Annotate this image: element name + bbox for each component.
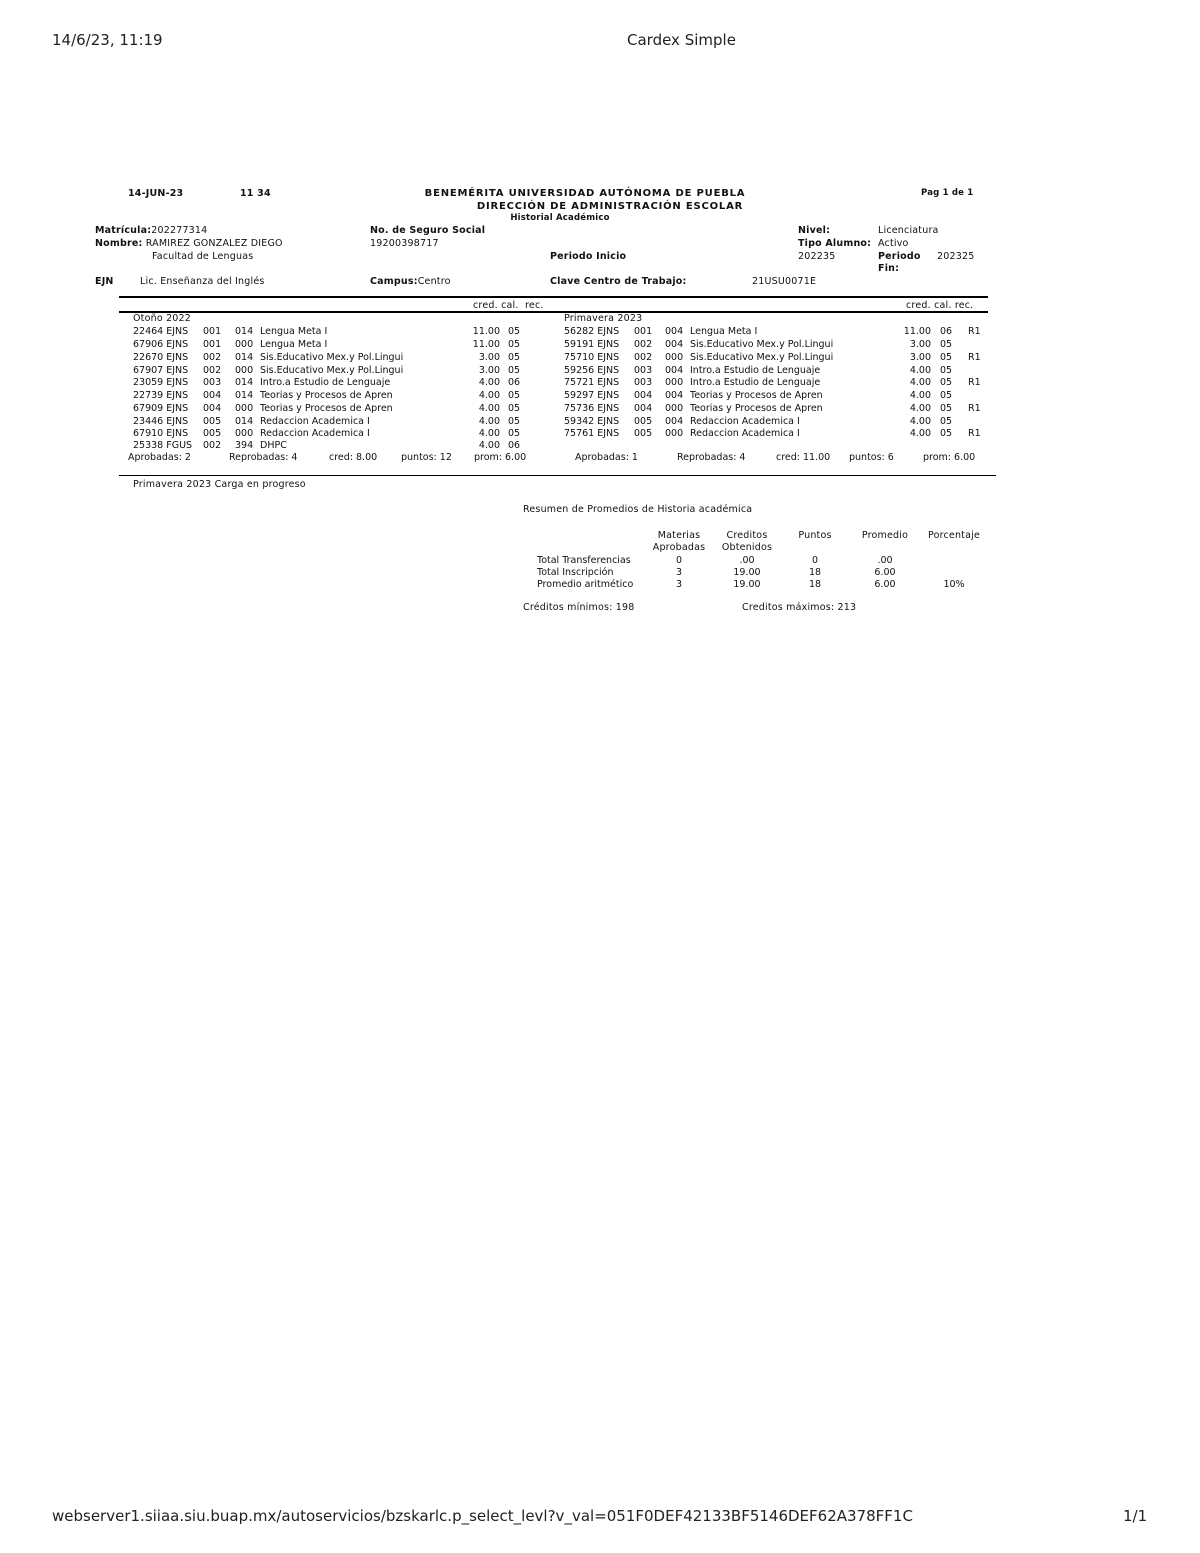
nivel-value: Licenciatura [878, 225, 939, 236]
course-n1: 004 [203, 403, 222, 414]
matricula-label: Matrícula: [95, 225, 152, 236]
report-date: 14-JUN-23 [128, 188, 184, 199]
course-cal: 06 [508, 377, 521, 388]
course-subject: Teorias y Procesos de Apren [690, 390, 823, 401]
creditos-minimos: Créditos mínimos: 198 [523, 602, 635, 613]
course-cred: 4.00 [478, 403, 500, 414]
course-subject: Redaccion Academica I [260, 416, 370, 427]
course-n1: 001 [203, 326, 222, 337]
course-n2: 000 [235, 339, 254, 350]
campus-value: Centro [417, 276, 451, 287]
summary-reprobadas: Reprobadas: 4 [677, 452, 746, 463]
matricula-value: 202277314 [151, 225, 208, 236]
nombre-field [95, 238, 283, 249]
course-n2: 014 [235, 326, 254, 337]
course-code: 56282 EJNS [564, 326, 620, 337]
clave-label: Clave Centro de Trabajo: [550, 276, 687, 287]
course-n2: 000 [235, 428, 254, 439]
course-subject: Redaccion Academica I [690, 416, 800, 427]
course-n1: 003 [634, 377, 653, 388]
right-header-rec: rec. [954, 300, 974, 311]
resumen-row-creditos: .00 [739, 555, 755, 566]
left-term-name: Otoño 2022 [133, 313, 192, 324]
course-code: 22670 EJNS [133, 352, 189, 363]
table-row [0, 339, 1000, 351]
course-n1: 002 [203, 365, 222, 376]
left-header-rec: rec. [525, 300, 544, 311]
course-code: 75736 EJNS [564, 403, 620, 414]
course-n2: 000 [665, 403, 684, 414]
resumen-header-creditos-line2: Obtenidos [721, 542, 773, 553]
summary-aprobadas: Aprobadas: 2 [128, 452, 191, 463]
programa-name: Lic. Enseñanza del Inglés [140, 276, 265, 287]
nss-label: No. de Seguro Social [370, 225, 486, 236]
course-code: 59256 EJNS [564, 365, 620, 376]
resumen-header-promedio: Promedio [861, 530, 909, 541]
course-cred: 3.00 [478, 352, 500, 363]
course-n2: 014 [235, 390, 254, 401]
course-cal: 05 [940, 428, 953, 439]
left-header-cred: cred. [473, 300, 498, 311]
facultad-value: Facultad de Lenguas [152, 251, 254, 262]
print-datetime: 14/6/23, 11:19 [52, 31, 163, 49]
campus-field [370, 276, 451, 287]
course-n1: 004 [203, 390, 222, 401]
course-cred: 4.00 [909, 403, 931, 414]
nombre-label: Nombre: [95, 238, 143, 249]
course-cal: 05 [940, 365, 953, 376]
course-rec: R1 [968, 352, 981, 363]
course-n2: 014 [235, 352, 254, 363]
course-code: 75761 EJNS [564, 428, 620, 439]
resumen-header-materias-line2: Aprobadas [652, 542, 706, 553]
course-cal: 05 [508, 339, 521, 350]
resumen-row-puntos: 18 [808, 579, 822, 590]
resumen-row-promedio: 6.00 [874, 567, 896, 578]
tipo-alumno-label: Tipo Alumno: [798, 238, 872, 249]
course-cred: 4.00 [909, 428, 931, 439]
course-subject: Teorias y Procesos de Apren [690, 403, 823, 414]
resumen-row-creditos: 19.00 [733, 579, 761, 590]
resumen-header-porcentaje: Porcentaje [927, 530, 981, 541]
course-n1: 003 [634, 365, 653, 376]
course-subject: Intro.a Estudio de Lenguaje [690, 377, 821, 388]
report-time: 11 34 [240, 188, 271, 199]
report-page: Pag 1 de 1 [921, 188, 974, 198]
course-code: 67909 EJNS [133, 403, 189, 414]
course-subject: Sis.Educativo Mex.y Pol.Lingui [260, 365, 404, 376]
clave-value: 21USU0071E [752, 276, 817, 287]
right-term-summary [0, 452, 1000, 464]
course-code: 23059 EJNS [133, 377, 189, 388]
left-col-headers [473, 300, 544, 311]
course-code: 59297 EJNS [564, 390, 620, 401]
course-cal: 05 [940, 339, 953, 350]
table-row [0, 352, 1000, 364]
course-n2: 000 [665, 377, 684, 388]
course-cred: 4.00 [909, 377, 931, 388]
course-cred: 4.00 [478, 416, 500, 427]
course-n2: 394 [235, 440, 254, 451]
course-cred: 3.00 [909, 339, 931, 350]
resumen-header-creditos [715, 530, 779, 554]
course-code: 75710 EJNS [564, 352, 620, 363]
course-subject: Intro.a Estudio de Lenguaje [260, 377, 391, 388]
table-row [0, 428, 1000, 440]
course-n1: 005 [634, 428, 653, 439]
course-cred: 4.00 [909, 416, 931, 427]
course-cal: 06 [940, 326, 953, 337]
resumen-title: Resumen de Promedios de Historia académica [523, 504, 753, 515]
course-code: 22464 EJNS [133, 326, 189, 337]
course-subject: Redaccion Academica I [260, 428, 370, 439]
course-subject: Lengua Meta I [690, 326, 758, 337]
course-cal: 05 [508, 352, 521, 363]
nombre-value: RAMIREZ GONZALEZ DIEGO [145, 238, 283, 249]
course-code: 22739 EJNS [133, 390, 189, 401]
course-code: 75721 EJNS [564, 377, 620, 388]
course-cal: 05 [508, 416, 521, 427]
print-url: webserver1.siiaa.siu.buap.mx/autoservicios/bzskarlc.p_select_levl?v_val=051F0DEF42133BF5146DEF62A378FF1C [52, 1507, 913, 1525]
course-subject: Lengua Meta I [260, 339, 328, 350]
table-row [0, 377, 1000, 389]
course-cal: 05 [508, 390, 521, 401]
course-cal: 05 [508, 428, 521, 439]
matricula-field [95, 225, 207, 236]
summary-cred: cred: 11.00 [776, 452, 831, 463]
course-cred: 4.00 [478, 390, 500, 401]
course-cred: 3.00 [478, 365, 500, 376]
table-bottom-rule [119, 475, 996, 476]
course-n1: 005 [203, 428, 222, 439]
course-n1: 002 [203, 352, 222, 363]
resumen-row-puntos: 0 [811, 555, 819, 566]
course-n1: 004 [634, 390, 653, 401]
table-header-rule [119, 311, 988, 313]
course-cred: 4.00 [909, 390, 931, 401]
course-cal: 05 [508, 403, 521, 414]
course-n1: 001 [203, 339, 222, 350]
right-header-cal: cal. [934, 300, 952, 311]
summary-puntos: puntos: 12 [401, 452, 452, 463]
course-cred: 3.00 [909, 352, 931, 363]
course-n2: 004 [665, 339, 684, 350]
course-n2: 004 [665, 365, 684, 376]
course-n2: 004 [665, 390, 684, 401]
campus-label: Campus: [370, 276, 418, 287]
course-code: 67907 EJNS [133, 365, 189, 376]
course-n1: 002 [634, 339, 653, 350]
table-row [0, 326, 1000, 338]
resumen-header-creditos-line1: Creditos [726, 530, 768, 541]
course-code: 59191 EJNS [564, 339, 620, 350]
course-code: 59342 EJNS [564, 416, 620, 427]
right-header-cred: cred. [906, 300, 931, 311]
course-cal: 05 [940, 416, 953, 427]
course-n1: 005 [634, 416, 653, 427]
resumen-row [0, 579, 1000, 591]
course-code: 67906 EJNS [133, 339, 189, 350]
course-subject: Lengua Meta I [260, 326, 328, 337]
course-rec: R1 [968, 428, 981, 439]
resumen-row-puntos: 18 [808, 567, 822, 578]
resumen-row [0, 555, 1000, 567]
creditos-maximos: Creditos máximos: 213 [742, 602, 857, 613]
right-col-headers [906, 300, 973, 311]
course-subject: Intro.a Estudio de Lenguaje [690, 365, 821, 376]
table-row [0, 440, 560, 452]
course-n2: 000 [235, 365, 254, 376]
course-cred: 4.00 [909, 365, 931, 376]
resumen-row [0, 567, 1000, 579]
right-term-name: Primavera 2023 [564, 313, 643, 324]
course-cal: 05 [508, 365, 521, 376]
course-cred: 4.00 [478, 377, 500, 388]
course-cred: 4.00 [478, 428, 500, 439]
resumen-row-creditos: 19.00 [733, 567, 761, 578]
resumen-row-promedio: 6.00 [874, 579, 896, 590]
department-name: DIRECCIÓN DE ADMINISTRACIÓN ESCOLAR [476, 201, 744, 212]
course-subject: DHPC [260, 440, 287, 451]
course-n2: 014 [235, 416, 254, 427]
resumen-row-porcentaje: 10% [943, 579, 965, 590]
course-n2: 014 [235, 377, 254, 388]
resumen-row-label: Total Inscripción [537, 567, 614, 578]
table-top-rule [119, 296, 988, 298]
course-subject: Teorias y Procesos de Apren [260, 390, 393, 401]
table-row [0, 403, 1000, 415]
course-cred: 4.00 [478, 440, 500, 451]
course-rec: R1 [968, 403, 981, 414]
resumen-row-promedio: .00 [877, 555, 893, 566]
course-cal: 05 [940, 377, 953, 388]
table-row [0, 390, 1000, 402]
periodo-inicio-label: Periodo Inicio [550, 251, 627, 262]
course-n1: 001 [634, 326, 653, 337]
course-cal: 05 [940, 403, 953, 414]
course-n2: 000 [665, 428, 684, 439]
course-n1: 003 [203, 377, 222, 388]
resumen-row-label: Total Transferencias [537, 555, 631, 566]
left-header-cal: cal. [501, 300, 519, 311]
course-cal: 05 [508, 326, 521, 337]
course-n1: 005 [203, 416, 222, 427]
course-cal: 05 [940, 390, 953, 401]
resumen-row-label: Promedio aritmético [537, 579, 634, 590]
course-n1: 004 [634, 403, 653, 414]
print-page-number: 1/1 [1123, 1507, 1148, 1525]
course-n1: 002 [203, 440, 222, 451]
resumen-row-materias: 0 [675, 555, 683, 566]
print-title: Cardex Simple [627, 31, 736, 49]
course-n2: 004 [665, 416, 684, 427]
periodo-fin-value: 202325 [937, 251, 975, 262]
course-n1: 002 [634, 352, 653, 363]
periodo-fin-label: Periodo Fin: [878, 251, 921, 274]
nivel-label: Nivel: [798, 225, 831, 236]
resumen-row-materias: 3 [675, 567, 683, 578]
course-rec: R1 [968, 326, 981, 337]
course-n2: 004 [665, 326, 684, 337]
course-code: 23446 EJNS [133, 416, 189, 427]
resumen-header-materias-line1: Materias [657, 530, 701, 541]
course-cal: 06 [508, 440, 521, 451]
course-subject: Teorias y Procesos de Apren [260, 403, 393, 414]
table-row [0, 365, 1000, 377]
course-cred: 11.00 [472, 339, 500, 350]
progress-note: Primavera 2023 Carga en progreso [133, 479, 306, 490]
document-title: Historial Académico [510, 213, 610, 223]
course-cal: 05 [940, 352, 953, 363]
periodo-inicio-value: 202235 [798, 251, 836, 262]
resumen-row-materias: 3 [675, 579, 683, 590]
summary-cred: cred: 8.00 [329, 452, 378, 463]
course-subject: Redaccion Academica I [690, 428, 800, 439]
resumen-header-materias [648, 530, 710, 554]
university-name: BENEMÉRITA UNIVERSIDAD AUTÓNOMA DE PUEBLA [424, 188, 746, 199]
course-cred: 11.00 [472, 326, 500, 337]
summary-puntos: puntos: 6 [849, 452, 894, 463]
summary-aprobadas: Aprobadas: 1 [575, 452, 638, 463]
programa-code: EJN [95, 276, 114, 287]
summary-prom: prom: 6.00 [474, 452, 527, 463]
tipo-alumno-value: Activo [878, 238, 909, 249]
course-subject: Sis.Educativo Mex.y Pol.Lingui [690, 352, 834, 363]
summary-prom: prom: 6.00 [923, 452, 976, 463]
course-code: 25338 FGUS [133, 440, 193, 451]
table-row [0, 416, 1000, 428]
resumen-header-puntos: Puntos [798, 530, 832, 541]
course-subject: Sis.Educativo Mex.y Pol.Lingui [690, 339, 834, 350]
course-n2: 000 [235, 403, 254, 414]
course-subject: Sis.Educativo Mex.y Pol.Lingui [260, 352, 404, 363]
summary-reprobadas: Reprobadas: 4 [229, 452, 298, 463]
course-code: 67910 EJNS [133, 428, 189, 439]
nss-value: 19200398717 [370, 238, 439, 249]
course-n2: 000 [665, 352, 684, 363]
course-rec: R1 [968, 377, 981, 388]
course-cred: 11.00 [903, 326, 931, 337]
